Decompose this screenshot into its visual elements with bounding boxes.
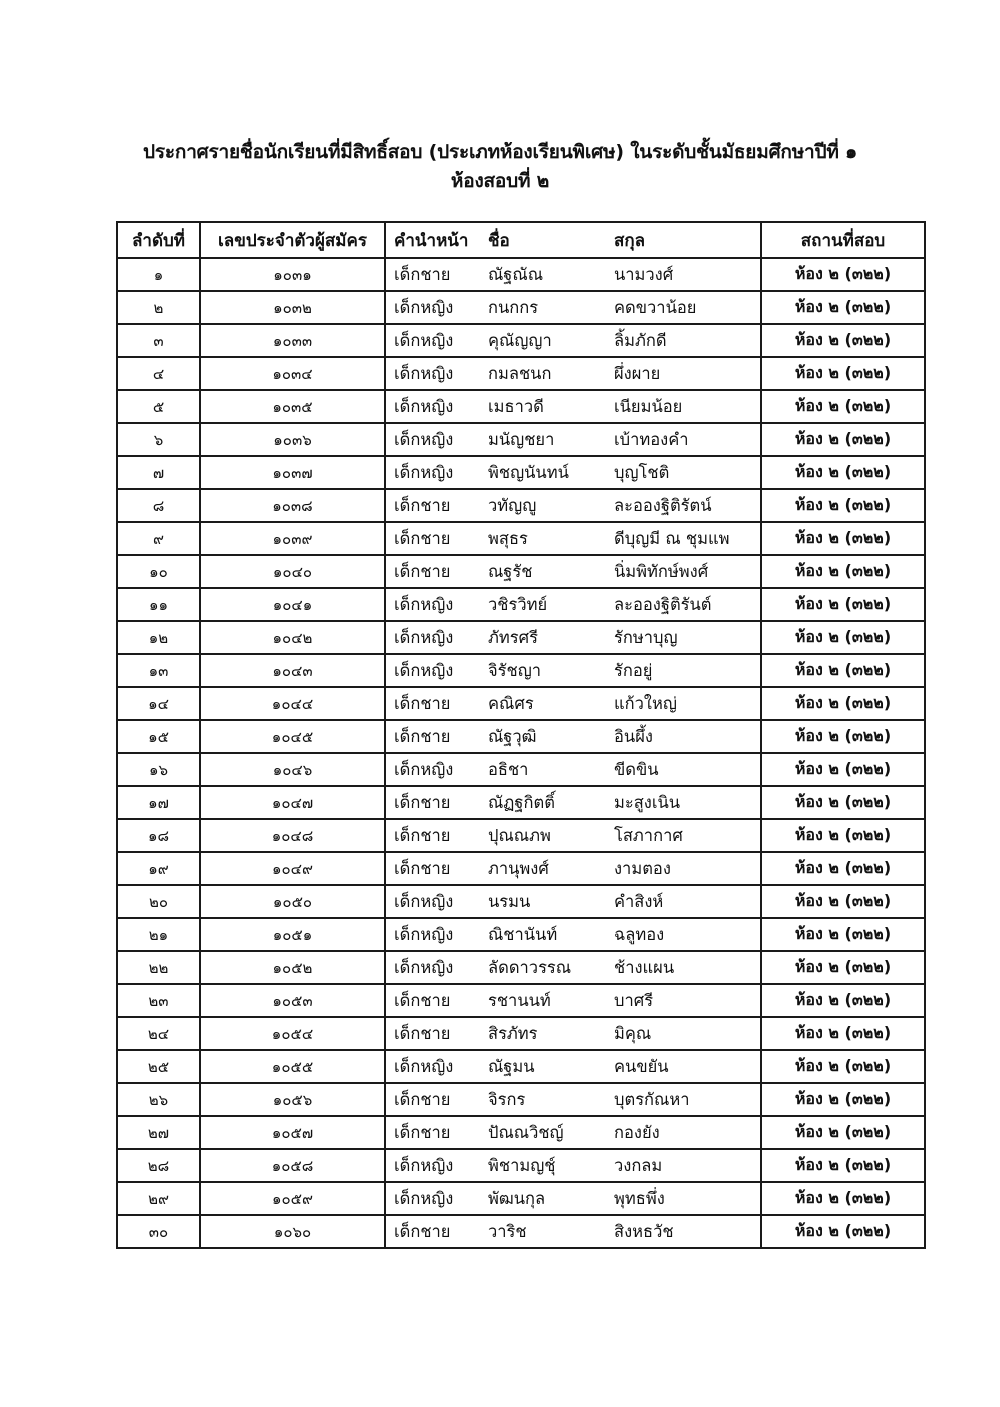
cell-first-name: มนัญชยา bbox=[484, 423, 610, 456]
cell-prefix: เด็กหญิง bbox=[385, 918, 484, 951]
cell-seq: ๑๘ bbox=[117, 819, 200, 852]
cell-first-name: นรมน bbox=[484, 885, 610, 918]
cell-applicant-id: ๑๐๕๖ bbox=[200, 1083, 385, 1116]
cell-seq: ๙ bbox=[117, 522, 200, 555]
cell-first-name: สิรภัทร bbox=[484, 1017, 610, 1050]
cell-applicant-id: ๑๐๔๕ bbox=[200, 720, 385, 753]
cell-last-name: นามวงศ์ bbox=[610, 258, 761, 291]
cell-last-name: โสภากาศ bbox=[610, 819, 761, 852]
cell-prefix: เด็กหญิง bbox=[385, 654, 484, 687]
cell-first-name: ณัฏฐกิตติ์ bbox=[484, 786, 610, 819]
cell-venue: ห้อง ๒ (๓๒๒) bbox=[761, 1149, 925, 1182]
cell-prefix: เด็กหญิง bbox=[385, 1149, 484, 1182]
cell-last-name: มิคุณ bbox=[610, 1017, 761, 1050]
header-last-name: สกุล bbox=[610, 222, 761, 258]
table-header-row bbox=[117, 222, 925, 258]
cell-last-name: กองยัง bbox=[610, 1116, 761, 1149]
cell-applicant-id: ๑๐๓๔ bbox=[200, 357, 385, 390]
cell-applicant-id: ๑๐๔๒ bbox=[200, 621, 385, 654]
cell-venue: ห้อง ๒ (๓๒๒) bbox=[761, 1050, 925, 1083]
cell-venue: ห้อง ๒ (๓๒๒) bbox=[761, 1017, 925, 1050]
header-prefix: คำนำหน้า bbox=[385, 222, 484, 258]
table-row bbox=[117, 1149, 925, 1182]
cell-applicant-id: ๑๐๕๐ bbox=[200, 885, 385, 918]
cell-last-name: สิงหธวัช bbox=[610, 1215, 761, 1248]
cell-prefix: เด็กชาย bbox=[385, 852, 484, 885]
cell-last-name: บุตรกัณหา bbox=[610, 1083, 761, 1116]
header-seq: ลำดับที่ bbox=[117, 222, 200, 258]
cell-applicant-id: ๑๐๖๐ bbox=[200, 1215, 385, 1248]
cell-last-name: บาศรี bbox=[610, 984, 761, 1017]
table-row bbox=[117, 885, 925, 918]
cell-first-name: กมลชนก bbox=[484, 357, 610, 390]
table-row bbox=[117, 852, 925, 885]
table-row bbox=[117, 918, 925, 951]
cell-last-name: นิ่มพิทักษ์พงศ์ bbox=[610, 555, 761, 588]
table-row bbox=[117, 456, 925, 489]
cell-first-name: วทัญญู bbox=[484, 489, 610, 522]
cell-applicant-id: ๑๐๕๒ bbox=[200, 951, 385, 984]
cell-last-name: ลิ้มภักดี bbox=[610, 324, 761, 357]
cell-seq: ๑๗ bbox=[117, 786, 200, 819]
cell-applicant-id: ๑๐๓๑ bbox=[200, 258, 385, 291]
cell-venue: ห้อง ๒ (๓๒๒) bbox=[761, 423, 925, 456]
cell-first-name: ณิชานันท์ bbox=[484, 918, 610, 951]
cell-prefix: เด็กหญิง bbox=[385, 357, 484, 390]
cell-applicant-id: ๑๐๕๑ bbox=[200, 918, 385, 951]
table-row bbox=[117, 654, 925, 687]
table-row bbox=[117, 819, 925, 852]
cell-prefix: เด็กชาย bbox=[385, 1215, 484, 1248]
cell-venue: ห้อง ๒ (๓๒๒) bbox=[761, 918, 925, 951]
cell-venue: ห้อง ๒ (๓๒๒) bbox=[761, 687, 925, 720]
cell-seq: ๖ bbox=[117, 423, 200, 456]
cell-applicant-id: ๑๐๕๔ bbox=[200, 1017, 385, 1050]
header-applicant-id: เลขประจำตัวผู้สมัคร bbox=[200, 222, 385, 258]
cell-first-name: ณฐรัช bbox=[484, 555, 610, 588]
cell-first-name: พิชามญชุ์ bbox=[484, 1149, 610, 1182]
cell-prefix: เด็กหญิง bbox=[385, 588, 484, 621]
cell-last-name: งามตอง bbox=[610, 852, 761, 885]
cell-first-name: ลัดดาวรรณ bbox=[484, 951, 610, 984]
cell-seq: ๒๙ bbox=[117, 1182, 200, 1215]
table-row bbox=[117, 984, 925, 1017]
cell-prefix: เด็กชาย bbox=[385, 489, 484, 522]
cell-last-name: ผึ่งผาย bbox=[610, 357, 761, 390]
cell-last-name: เนียมน้อย bbox=[610, 390, 761, 423]
cell-venue: ห้อง ๒ (๓๒๒) bbox=[761, 390, 925, 423]
cell-venue: ห้อง ๒ (๓๒๒) bbox=[761, 357, 925, 390]
cell-prefix: เด็กชาย bbox=[385, 522, 484, 555]
cell-venue: ห้อง ๒ (๓๒๒) bbox=[761, 258, 925, 291]
cell-venue: ห้อง ๒ (๓๒๒) bbox=[761, 984, 925, 1017]
cell-seq: ๘ bbox=[117, 489, 200, 522]
cell-last-name: อินผึ้ง bbox=[610, 720, 761, 753]
cell-seq: ๓๐ bbox=[117, 1215, 200, 1248]
cell-seq: ๒๘ bbox=[117, 1149, 200, 1182]
cell-seq: ๒๖ bbox=[117, 1083, 200, 1116]
cell-first-name: ณัฐมน bbox=[484, 1050, 610, 1083]
cell-venue: ห้อง ๒ (๓๒๒) bbox=[761, 819, 925, 852]
header-venue: สถานที่สอบ bbox=[761, 222, 925, 258]
table-body bbox=[117, 258, 925, 1248]
cell-first-name: ปุณณภพ bbox=[484, 819, 610, 852]
cell-venue: ห้อง ๒ (๓๒๒) bbox=[761, 1215, 925, 1248]
cell-venue: ห้อง ๒ (๓๒๒) bbox=[761, 753, 925, 786]
table-row bbox=[117, 1017, 925, 1050]
cell-prefix: เด็กชาย bbox=[385, 786, 484, 819]
cell-prefix: เด็กชาย bbox=[385, 687, 484, 720]
cell-venue: ห้อง ๒ (๓๒๒) bbox=[761, 456, 925, 489]
cell-seq: ๑๕ bbox=[117, 720, 200, 753]
cell-first-name: จิรัชญา bbox=[484, 654, 610, 687]
cell-prefix: เด็กชาย bbox=[385, 1017, 484, 1050]
cell-first-name: พัฒนกุล bbox=[484, 1182, 610, 1215]
cell-seq: ๒ bbox=[117, 291, 200, 324]
table-row bbox=[117, 489, 925, 522]
cell-last-name: ฉลูทอง bbox=[610, 918, 761, 951]
cell-venue: ห้อง ๒ (๓๒๒) bbox=[761, 654, 925, 687]
cell-venue: ห้อง ๒ (๓๒๒) bbox=[761, 522, 925, 555]
table-row bbox=[117, 588, 925, 621]
cell-venue: ห้อง ๒ (๓๒๒) bbox=[761, 951, 925, 984]
cell-applicant-id: ๑๐๔๑ bbox=[200, 588, 385, 621]
cell-last-name: พุทธพึ่ง bbox=[610, 1182, 761, 1215]
cell-applicant-id: ๑๐๓๙ bbox=[200, 522, 385, 555]
document-title bbox=[0, 138, 1000, 196]
cell-seq: ๒๕ bbox=[117, 1050, 200, 1083]
table-row bbox=[117, 1116, 925, 1149]
table-row bbox=[117, 951, 925, 984]
cell-seq: ๒๓ bbox=[117, 984, 200, 1017]
table-row bbox=[117, 357, 925, 390]
cell-applicant-id: ๑๐๓๓ bbox=[200, 324, 385, 357]
student-roster-table bbox=[116, 221, 926, 1249]
cell-seq: ๑๒ bbox=[117, 621, 200, 654]
title-line-2: ห้องสอบที่ ๒ bbox=[450, 170, 550, 192]
cell-last-name: ละอองฐิติรัตน์ bbox=[610, 489, 761, 522]
cell-applicant-id: ๑๐๔๗ bbox=[200, 786, 385, 819]
table-row bbox=[117, 1050, 925, 1083]
table-row bbox=[117, 390, 925, 423]
cell-applicant-id: ๑๐๔๐ bbox=[200, 555, 385, 588]
cell-first-name: ณัฐวุฒิ bbox=[484, 720, 610, 753]
cell-last-name: แก้วใหญ่ bbox=[610, 687, 761, 720]
cell-venue: ห้อง ๒ (๓๒๒) bbox=[761, 1182, 925, 1215]
cell-seq: ๑๑ bbox=[117, 588, 200, 621]
cell-last-name: ดีบุญมี ณ ชุมแพ bbox=[610, 522, 761, 555]
cell-prefix: เด็กชาย bbox=[385, 258, 484, 291]
cell-applicant-id: ๑๐๓๖ bbox=[200, 423, 385, 456]
cell-venue: ห้อง ๒ (๓๒๒) bbox=[761, 786, 925, 819]
cell-prefix: เด็กหญิง bbox=[385, 1050, 484, 1083]
cell-venue: ห้อง ๒ (๓๒๒) bbox=[761, 1083, 925, 1116]
cell-prefix: เด็กหญิง bbox=[385, 390, 484, 423]
cell-first-name: พิชญนันทน์ bbox=[484, 456, 610, 489]
cell-applicant-id: ๑๐๔๙ bbox=[200, 852, 385, 885]
table-row bbox=[117, 1083, 925, 1116]
cell-last-name: ขีดขิน bbox=[610, 753, 761, 786]
cell-prefix: เด็กชาย bbox=[385, 720, 484, 753]
cell-prefix: เด็กชาย bbox=[385, 819, 484, 852]
cell-seq: ๒๒ bbox=[117, 951, 200, 984]
cell-venue: ห้อง ๒ (๓๒๒) bbox=[761, 621, 925, 654]
cell-applicant-id: ๑๐๓๘ bbox=[200, 489, 385, 522]
cell-first-name: รชานนท์ bbox=[484, 984, 610, 1017]
cell-last-name: มะสูงเนิน bbox=[610, 786, 761, 819]
cell-applicant-id: ๑๐๔๓ bbox=[200, 654, 385, 687]
cell-venue: ห้อง ๒ (๓๒๒) bbox=[761, 1116, 925, 1149]
cell-first-name: กนกกร bbox=[484, 291, 610, 324]
cell-venue: ห้อง ๒ (๓๒๒) bbox=[761, 324, 925, 357]
cell-last-name: เบ้าทองคำ bbox=[610, 423, 761, 456]
cell-first-name: ปัณณวิชญ์ bbox=[484, 1116, 610, 1149]
table-row bbox=[117, 522, 925, 555]
cell-seq: ๑๓ bbox=[117, 654, 200, 687]
cell-last-name: รักษาบุญ bbox=[610, 621, 761, 654]
cell-first-name: ณัฐณัณ bbox=[484, 258, 610, 291]
cell-last-name: คนขยัน bbox=[610, 1050, 761, 1083]
cell-venue: ห้อง ๒ (๓๒๒) bbox=[761, 852, 925, 885]
cell-prefix: เด็กหญิง bbox=[385, 1182, 484, 1215]
cell-applicant-id: ๑๐๓๗ bbox=[200, 456, 385, 489]
table-row bbox=[117, 555, 925, 588]
cell-first-name: พสุธร bbox=[484, 522, 610, 555]
cell-prefix: เด็กชาย bbox=[385, 1083, 484, 1116]
cell-venue: ห้อง ๒ (๓๒๒) bbox=[761, 885, 925, 918]
header-first-name: ชื่อ bbox=[484, 222, 610, 258]
cell-prefix: เด็กหญิง bbox=[385, 291, 484, 324]
cell-seq: ๔ bbox=[117, 357, 200, 390]
cell-last-name: รักอยู่ bbox=[610, 654, 761, 687]
table-row bbox=[117, 621, 925, 654]
cell-seq: ๑๙ bbox=[117, 852, 200, 885]
cell-prefix: เด็กหญิง bbox=[385, 456, 484, 489]
cell-last-name: คดขวาน้อย bbox=[610, 291, 761, 324]
cell-first-name: คณิศร bbox=[484, 687, 610, 720]
table-row bbox=[117, 324, 925, 357]
table-row bbox=[117, 291, 925, 324]
cell-seq: ๗ bbox=[117, 456, 200, 489]
table-row bbox=[117, 720, 925, 753]
cell-first-name: คุณัญญา bbox=[484, 324, 610, 357]
cell-first-name: วาริช bbox=[484, 1215, 610, 1248]
cell-prefix: เด็กหญิง bbox=[385, 885, 484, 918]
table-row bbox=[117, 1182, 925, 1215]
cell-venue: ห้อง ๒ (๓๒๒) bbox=[761, 588, 925, 621]
cell-prefix: เด็กหญิง bbox=[385, 951, 484, 984]
cell-seq: ๓ bbox=[117, 324, 200, 357]
table-row bbox=[117, 258, 925, 291]
cell-prefix: เด็กหญิง bbox=[385, 324, 484, 357]
table-row bbox=[117, 687, 925, 720]
cell-last-name: บุญโชติ bbox=[610, 456, 761, 489]
cell-prefix: เด็กหญิง bbox=[385, 423, 484, 456]
cell-seq: ๑ bbox=[117, 258, 200, 291]
cell-seq: ๕ bbox=[117, 390, 200, 423]
cell-applicant-id: ๑๐๕๕ bbox=[200, 1050, 385, 1083]
cell-prefix: เด็กหญิง bbox=[385, 621, 484, 654]
cell-last-name: ละอองฐิติรันต์ bbox=[610, 588, 761, 621]
cell-first-name: อธิชา bbox=[484, 753, 610, 786]
cell-applicant-id: ๑๐๔๔ bbox=[200, 687, 385, 720]
table-row bbox=[117, 786, 925, 819]
cell-applicant-id: ๑๐๕๗ bbox=[200, 1116, 385, 1149]
cell-applicant-id: ๑๐๔๘ bbox=[200, 819, 385, 852]
cell-seq: ๒๑ bbox=[117, 918, 200, 951]
cell-first-name: ภัทรศรี bbox=[484, 621, 610, 654]
cell-first-name: จิรกร bbox=[484, 1083, 610, 1116]
cell-applicant-id: ๑๐๕๘ bbox=[200, 1149, 385, 1182]
cell-applicant-id: ๑๐๔๖ bbox=[200, 753, 385, 786]
table-row bbox=[117, 753, 925, 786]
cell-last-name: คำสิงห์ bbox=[610, 885, 761, 918]
cell-last-name: ช้างแผน bbox=[610, 951, 761, 984]
cell-seq: ๑๐ bbox=[117, 555, 200, 588]
cell-applicant-id: ๑๐๕๙ bbox=[200, 1182, 385, 1215]
cell-prefix: เด็กชาย bbox=[385, 555, 484, 588]
cell-applicant-id: ๑๐๓๕ bbox=[200, 390, 385, 423]
cell-seq: ๒๔ bbox=[117, 1017, 200, 1050]
cell-venue: ห้อง ๒ (๓๒๒) bbox=[761, 291, 925, 324]
cell-venue: ห้อง ๒ (๓๒๒) bbox=[761, 720, 925, 753]
cell-first-name: วชิรวิทย์ bbox=[484, 588, 610, 621]
cell-seq: ๒๐ bbox=[117, 885, 200, 918]
cell-applicant-id: ๑๐๓๒ bbox=[200, 291, 385, 324]
cell-first-name: เมธาวดี bbox=[484, 390, 610, 423]
cell-applicant-id: ๑๐๕๓ bbox=[200, 984, 385, 1017]
table-row bbox=[117, 423, 925, 456]
cell-first-name: ภานุพงศ์ bbox=[484, 852, 610, 885]
title-line-1: ประกาศรายชื่อนักเรียนที่มีสิทธิ์สอบ (ประเภทห้องเรียนพิเศษ) ในระดับชั้นมัธยมศึกษาปีที่ ๑ bbox=[143, 141, 857, 163]
cell-prefix: เด็กชาย bbox=[385, 984, 484, 1017]
cell-seq: ๒๗ bbox=[117, 1116, 200, 1149]
cell-prefix: เด็กชาย bbox=[385, 1116, 484, 1149]
cell-venue: ห้อง ๒ (๓๒๒) bbox=[761, 489, 925, 522]
cell-seq: ๑๖ bbox=[117, 753, 200, 786]
cell-prefix: เด็กหญิง bbox=[385, 753, 484, 786]
cell-seq: ๑๔ bbox=[117, 687, 200, 720]
cell-last-name: วงกลม bbox=[610, 1149, 761, 1182]
table-row bbox=[117, 1215, 925, 1248]
cell-venue: ห้อง ๒ (๓๒๒) bbox=[761, 555, 925, 588]
